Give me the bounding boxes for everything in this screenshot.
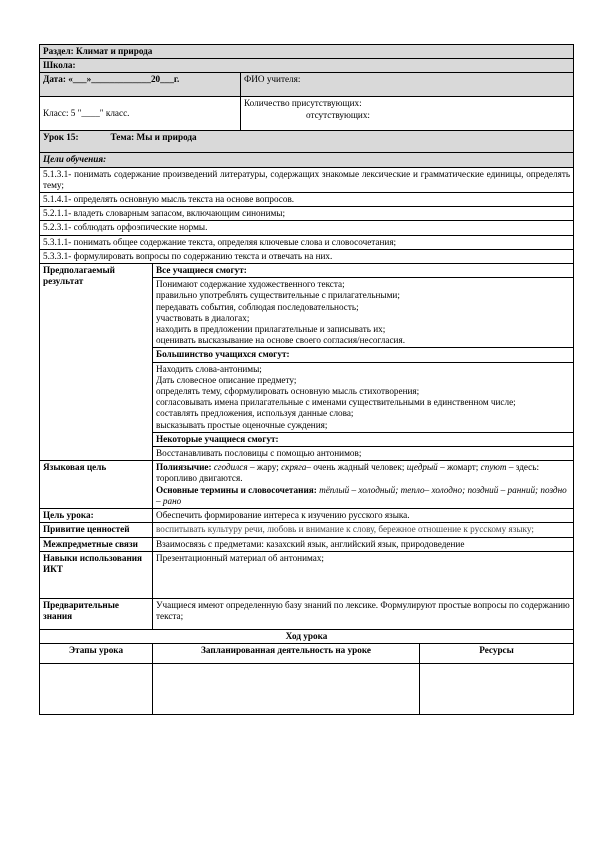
term-meaning: – очень жадный человек; [306,462,407,473]
links-row [40,537,574,551]
values-label: Привитие ценностей [40,523,153,537]
present-count: Количество присутствующих: [244,98,362,109]
key-terms-list: тёплый – холодный; тепло– холодно; поздний – ранний; поздно – рано [156,484,567,506]
result-item: Находить слова-антонимы; [156,363,262,374]
objective-row [40,249,574,263]
result-item: правильно употреблять существительные с прилагательными; [156,290,400,301]
lesson-plan [39,44,573,715]
objectives-title-row [40,153,574,167]
class-field: Класс: 5 "____" класс. [40,97,241,131]
school-row [40,59,574,73]
section-title: Раздел: Климат и природа [40,45,574,59]
objective-row [40,167,574,192]
prior-knowledge-label: Предварительные знания [40,598,153,629]
some-students-title: Некоторые учащиеся смогут: [153,432,573,446]
lesson-goal-label: Цель урока: [40,509,153,523]
expected-results-label: Предполагаемый результат [40,264,153,461]
lesson-course-empty-row [40,663,574,714]
key-terms-lead: Основные термины и словосочетания: [156,484,317,495]
class-row [40,97,574,131]
all-students-list [156,278,570,347]
attendance-field [241,97,574,131]
absent-count: отсутствующих: [306,109,370,120]
result-item: составлять предложения, используя данные слова; [156,408,354,419]
date-teacher-row [40,73,574,97]
term-word: скряга [281,462,307,473]
term-word: спуют [480,462,507,473]
key-terms [156,485,570,507]
objective-item: 5.3.3.1- формулировать вопросы по содержанию текста и отвечать на них. [40,249,574,263]
language-goal-row [40,461,574,509]
ict-row [40,551,574,598]
language-goal-content [153,461,574,509]
objective-item: 5.2.1.1- владеть словарным запасом, включающим синонимы; [40,207,574,221]
result-item: определять тему, сформулировать основную мысль стихотворения; [156,386,420,397]
result-item: согласовывать имена прилагательные с именами существительными в единственном числе; [156,397,516,408]
prior-knowledge-row [40,598,574,629]
lesson-row [40,131,574,153]
result-item: оценивать высказывание на основе своего согласия/несогласия. [156,335,405,346]
lesson-course-title: Ход урока [40,629,574,643]
expected-results-row [40,264,574,461]
lesson-goal-text: Обеспечить формирование интереса к изучению русского языка. [153,509,574,523]
links-label: Межпредметные связи [40,537,153,551]
term-word: щедрый [406,462,438,473]
term-meaning: – жомарт; [437,462,481,473]
result-item: участвовать в диалогах; [156,312,250,323]
result-item: Восстанавливать пословицы с помощью антонимов; [156,448,362,459]
activity-cell [153,663,420,714]
lesson-course-header-row [40,643,574,663]
language-goal-label: Языковая цель [40,461,153,509]
result-item: Понимают содержание художественного текста; [156,279,345,290]
term-meaning: – здесь: торопливо двигаются. [156,462,539,484]
lesson-plan-table [39,44,574,715]
some-students-list [153,446,573,460]
lesson-goal-row [40,509,574,523]
result-item: находить в предложении прилагательные и записывать их; [156,324,386,335]
all-students-title: Все учащиеся смогут: [153,264,573,278]
objective-item: 5.1.4.1- определять основную мысль текста на основе вопросов. [40,193,574,207]
objective-row [40,221,574,235]
links-text: Взаимосвязь с предметами: казахский язык, английский язык, природоведение [153,537,574,551]
lesson-number: Урок 15: [43,132,79,143]
ict-text: Презентационный материал об антонимах; [153,551,574,598]
resources-cell [420,663,574,714]
stages-column-header: Этапы урока [40,643,153,663]
polylingual-terms [156,462,570,484]
polylingual-lead: Полиязычие: [156,462,212,473]
lesson-theme: Тема: Мы и природа [110,132,197,143]
result-item: передавать события, соблюдая последовательность; [156,301,359,312]
objective-row [40,193,574,207]
prior-knowledge-text: Учащиеся имеют определенную базу знаний по лексике. Формулируют простые вопросы по содержанию текста; [153,598,574,629]
lesson-info [40,131,574,153]
objectives-title: Цели обучения: [40,153,574,167]
values-row [40,523,574,537]
objective-item: 5.3.1.1- понимать общее содержание текста, определяя ключевые слова и словосочетания; [40,235,574,249]
lesson-course-title-row [40,629,574,643]
objective-row [40,235,574,249]
objective-item: 5.2.3.1- соблюдать орфоэпические нормы. [40,221,574,235]
objective-item: 5.1.3.1- понимать содержание произведений литературы, содержащих знакомые лексические и грамматические единицы, определять тему; [40,167,574,192]
section-row [40,45,574,59]
ict-label: Навыки использования ИКТ [40,551,153,598]
date-field: Дата: «___»_____________20___г. [40,73,241,97]
result-item: высказывать простые оценочные суждения; [156,419,328,430]
term-word: сгодился [213,462,248,473]
resources-column-header: Ресурсы [420,643,574,663]
objective-row [40,207,574,221]
most-students-title: Большинство учащихся смогут: [153,347,573,361]
activity-column-header: Запланированная деятельность на уроке [153,643,420,663]
expected-results-content [153,264,574,461]
stage-cell [40,663,153,714]
values-text: воспитывать культуру речи, любовь и внимание к слову, бережное отношение к русскому языку; [153,523,574,537]
teacher-field: ФИО учителя: [241,73,574,97]
term-meaning: – жару; [247,462,282,473]
most-students-list [153,362,573,432]
result-item: Дать словесное описание предмету; [156,374,297,385]
school-field: Школа: [40,59,574,73]
